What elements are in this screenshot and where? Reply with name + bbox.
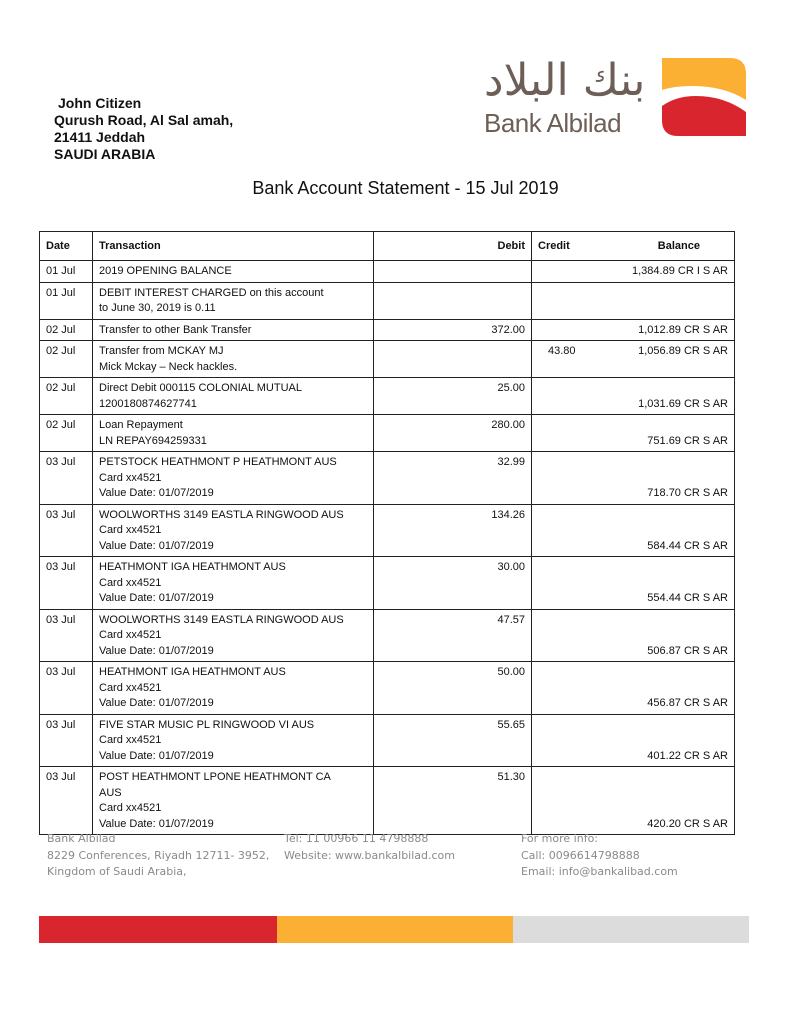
row-transaction [93,341,374,378]
row-debit: 50.00 [374,662,532,715]
table-row [40,504,735,557]
table-row [40,415,735,452]
row-balance: 401.22 CR S AR [647,749,728,762]
transaction-line: Value Date: 01/07/2019 [99,749,214,762]
customer-street: Qurush Road, Al Sal amah, [54,112,234,128]
row-balance: 456.87 CR S AR [647,697,728,709]
row-date: 01 Jul [40,261,93,283]
table-row [40,557,735,610]
row-credit-balance [532,415,735,452]
row-credit-balance [532,609,735,662]
transaction-line: Transfer to other Bank Transfer [99,323,252,336]
footer-bar-red [39,916,277,943]
row-date: 03 Jul [40,609,93,662]
row-debit: 25.00 [374,378,532,415]
table-row [40,662,735,715]
header-transaction: Transaction [93,232,374,261]
row-transaction [93,282,374,319]
customer-address [54,95,233,163]
row-credit-balance [532,557,735,610]
row-credit-balance [532,504,735,557]
row-debit: 134.26 [374,504,532,557]
row-credit-balance [532,452,735,505]
transaction-line: POST HEATHMONT LPONE HEATHMONT CA [99,771,331,783]
transactions-table [39,231,735,835]
row-balance: 554.44 CR S AR [647,592,728,604]
row-balance: 420.20 CR S AR [647,817,728,830]
row-balance: 718.70 CR S AR [647,487,728,499]
transaction-line: HEATHMONT IGA HEATHMONT AUS [99,666,286,678]
header-debit: Debit [374,232,532,261]
row-transaction [93,557,374,610]
row-date: 02 Jul [40,415,93,452]
row-debit [374,341,532,378]
row-date: 02 Jul [40,319,93,341]
logo-mark-orange [662,58,746,100]
header-credit-balance [532,232,735,261]
row-debit: 47.57 [374,609,532,662]
row-balance: 751.69 CR S AR [647,434,728,447]
transaction-line: FIVE STAR MUSIC PL RINGWOOD VI AUS [99,718,315,731]
transaction-line: Transfer from MCKAY MJ [99,345,224,357]
transaction-line: WOOLWORTHS 3149 EASTLA RINGWOOD AUS [99,613,344,626]
transaction-line: Value Date: 01/07/2019 [99,487,214,499]
table-row [40,714,735,767]
row-credit-balance [532,767,735,835]
row-credit-balance [532,282,735,319]
row-transaction [93,319,374,341]
table-row [40,319,735,341]
transaction-line: WOOLWORTHS 3149 EASTLA RINGWOOD AUS [99,508,344,521]
transaction-line: Card xx4521 [99,471,162,484]
row-date: 02 Jul [40,341,93,378]
header-credit: Credit [538,240,570,253]
row-transaction [93,609,374,662]
row-date: 03 Jul [40,767,93,835]
transaction-line: Card xx4521 [99,734,162,746]
transaction-line: Mick Mckay – Neck hackles. [99,360,238,373]
row-credit-balance [532,378,735,415]
header-date: Date [40,232,93,261]
row-date: 03 Jul [40,504,93,557]
row-balance: 506.87 CR S AR [647,644,728,657]
table-row [40,609,735,662]
row-date: 02 Jul [40,378,93,415]
footer-website: Website: www.bankalbilad.com [284,848,456,862]
row-balance: 584.44 CR S AR [647,539,728,552]
logo-latin-text: Bank Albilad [484,108,622,138]
row-credit: 43.80 [548,345,576,357]
bank-logo [482,54,748,140]
transaction-line: to June 30, 2019 is 0.11 [99,302,216,314]
logo-mark-icon [662,56,746,138]
row-transaction [93,452,374,505]
row-date: 03 Jul [40,557,93,610]
row-transaction [93,662,374,715]
transaction-line: Card xx4521 [99,802,162,814]
transaction-line: PETSTOCK HEATHMONT P HEATHMONT AUS [99,456,337,468]
row-date: 03 Jul [40,452,93,505]
transaction-line: Value Date: 01/07/2019 [99,592,214,604]
statement-title: Bank Account Statement - 15 Jul 2019 [252,178,559,198]
transaction-line: Loan Repayment [99,419,183,431]
customer-country: SAUDI ARABIA [54,146,156,162]
table-row [40,282,735,319]
footer-tel: Tel: 11 00966 11 4798888 [284,832,429,845]
logo-arabic-text: بنك البلاد [484,55,646,106]
transaction-line: AUS [99,786,122,799]
transaction-line: Value Date: 01/07/2019 [99,817,214,830]
row-debit [374,261,532,283]
row-debit [374,282,532,319]
footer-bar-orange [277,916,513,943]
row-transaction [93,714,374,767]
row-credit-balance [532,341,735,378]
row-date: 03 Jul [40,714,93,767]
row-date: 03 Jul [40,662,93,715]
transaction-line: DEBIT INTEREST CHARGED on this account [99,286,324,299]
row-balance: 1,031.69 CR S AR [638,397,728,410]
transaction-line: 2019 OPENING BALANCE [99,265,232,277]
transaction-line: LN REPAY694259331 [99,434,207,447]
row-debit: 32.99 [374,452,532,505]
row-debit: 30.00 [374,557,532,610]
transaction-line: Card xx4521 [99,629,162,641]
row-transaction [93,378,374,415]
table-row [40,767,735,835]
footer-bank-name: Bank Albilad [47,832,116,845]
row-date: 01 Jul [40,282,93,319]
footer-bank-address [47,831,269,881]
table-row [40,452,735,505]
row-credit-balance [532,662,735,715]
row-credit-balance [532,714,735,767]
row-debit: 55.65 [374,714,532,767]
transaction-line: Value Date: 01/07/2019 [99,644,214,657]
transaction-line: Value Date: 01/07/2019 [99,697,214,709]
footer-bank-country: Kingdom of Saudi Arabia, [47,865,187,878]
footer-info-label: For more info: [521,832,599,845]
footer-bank-street: 8229 Conferences, Riyadh 12711- 3952, [47,848,270,862]
footer-info [521,831,678,881]
row-credit-balance [532,319,735,341]
row-debit: 372.00 [374,319,532,341]
row-balance: 1,056.89 CR S AR [638,345,728,357]
header-balance: Balance [657,240,700,253]
transaction-line: HEATHMONT IGA HEATHMONT AUS [99,561,286,573]
transaction-line: Card xx4521 [99,576,162,589]
transaction-line: Direct Debit 000115 COLONIAL MUTUAL [99,382,302,394]
transaction-line: Value Date: 01/07/2019 [99,539,214,552]
row-debit: 51.30 [374,767,532,835]
table-row [40,341,735,378]
table-row [40,378,735,415]
row-debit: 280.00 [374,415,532,452]
transaction-line: 1200180874627741 [99,397,197,410]
customer-city: 21411 Jeddah [54,129,146,145]
transaction-line: Card xx4521 [99,524,162,536]
row-transaction [93,415,374,452]
footer-bar-grey [513,916,749,943]
row-balance: 1,384.89 CR I S AR [632,265,728,277]
row-transaction [93,504,374,557]
row-balance: 1,012.89 CR S AR [638,323,728,336]
table-row [40,261,735,283]
row-transaction [93,261,374,283]
row-transaction [93,767,374,835]
logo-mark-red [662,96,746,136]
footer-email: Email: info@bankalibad.com [521,865,678,878]
footer-call: Call: 0096614798888 [521,848,640,862]
footer-contact [284,831,455,864]
customer-name: John Citizen [58,95,142,111]
row-credit-balance [532,261,735,283]
transaction-line: Card xx4521 [99,681,162,694]
table-header-row [40,232,735,261]
